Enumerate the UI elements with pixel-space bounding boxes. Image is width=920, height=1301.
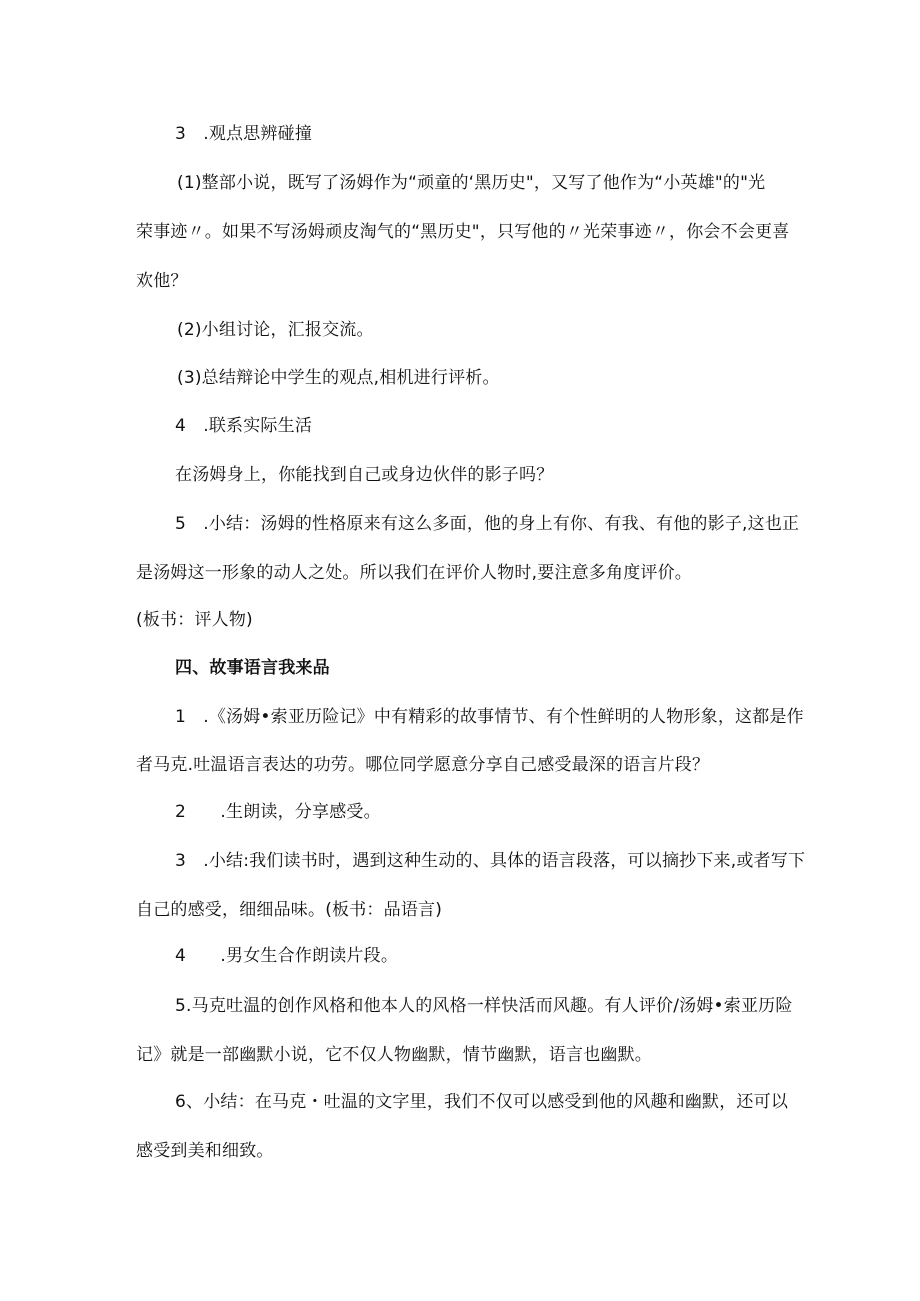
paragraph-line: 5 .小结：汤姆的性格原来有这么多面，他的身上有你、有我、有他的影子,这也正 — [175, 514, 800, 534]
paragraph-line: 荣事迹〃。如果不写汤姆顽皮淘气的“黑历史"，只写他的〃光荣事迹〃，你会不会更喜 — [136, 222, 790, 242]
paragraph-line: 6、小结：在马克・吐温的文字里，我们不仅可以感受到他的风趣和幽默，还可以 — [175, 1092, 789, 1112]
paragraph-line: 2 .生朗读，分享感受。 — [175, 802, 381, 822]
section-3-heading: 3 .观点思辨碰撞 — [175, 124, 313, 144]
paragraph-line: 自己的感受，细细品味。(板书：品语言) — [136, 900, 443, 920]
paragraph-line: 是汤姆这一形象的动人之处。所以我们在评价人物时,要注意多角度评价。 — [136, 563, 693, 583]
paragraph-line: 在汤姆身上，你能找到自己或身边伙伴的影子吗？ — [175, 465, 554, 485]
section-title: 四、故事语言我来品 — [175, 658, 330, 678]
paragraph-line: (2)小组讨论，汇报交流。 — [177, 320, 374, 340]
paragraph-line: 1 .《汤姆•索亚历险记》中有精彩的故事情节、有个性鲜明的人物形象，这都是作 — [175, 707, 804, 727]
paragraph-line: 3 .小结:我们读书时，遇到这种生动的、具体的语言段落，可以摘抄下来,或者写下 — [175, 851, 806, 871]
section-4-heading: 4 .联系实际生活 — [175, 416, 313, 436]
paragraph-line: 记》就是一部幽默小说，它不仅人物幽默，情节幽默，语言也幽默。 — [136, 1045, 652, 1065]
paragraph-line: (3)总结辩论中学生的观点,相机进行评析。 — [177, 368, 500, 388]
paragraph-line: 5.马克吐温的创作风格和他本人的风格一样快活而风趣。有人评价/汤姆•索亚历险 — [175, 996, 793, 1016]
paragraph-line: 者马克.吐温语言表达的功劳。哪位同学愿意分享自己感受最深的语言片段？ — [136, 755, 710, 775]
paragraph-line: 欢他？ — [136, 271, 188, 291]
paragraph-line: (1)整部小说，既写了汤姆作为“顽童的‘黑历史"，又写了他作为“小英雄"的"光 — [177, 173, 766, 193]
board-note: (板书：评人物) — [136, 610, 253, 630]
paragraph-line: 感受到美和细致。 — [136, 1141, 274, 1161]
paragraph-line: 4 .男女生合作朗读片段。 — [175, 946, 399, 966]
